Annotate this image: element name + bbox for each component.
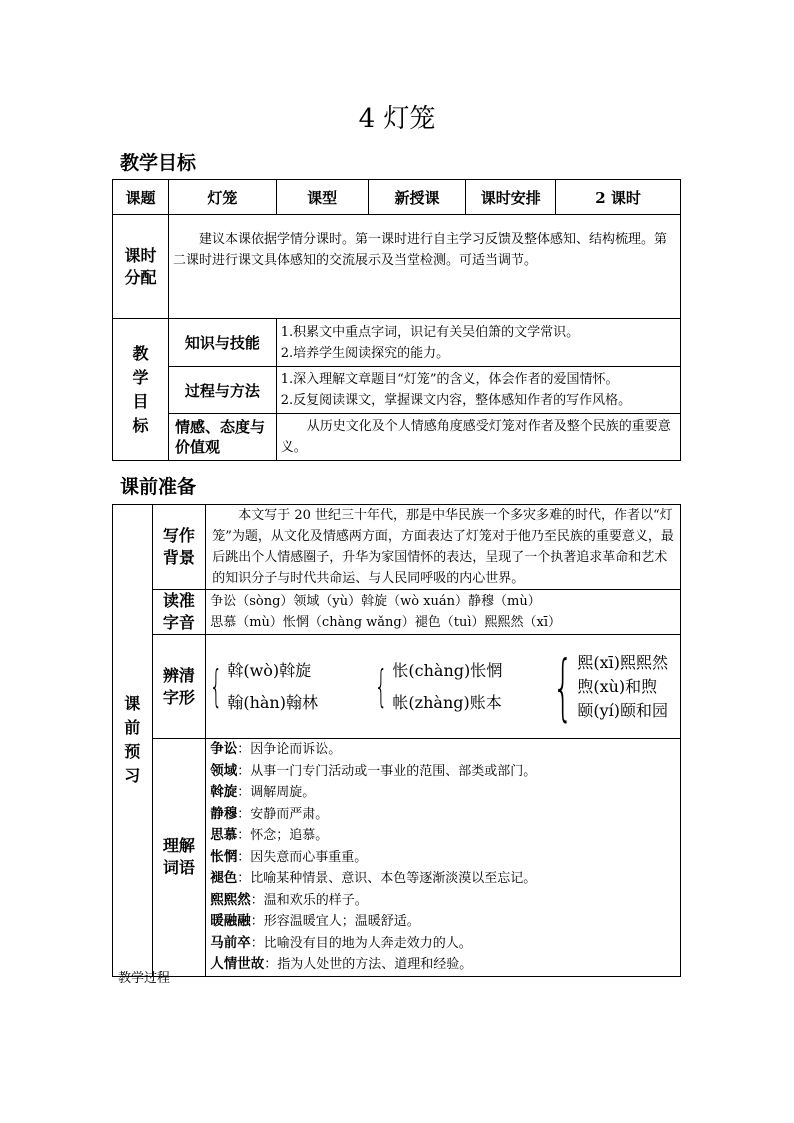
goal-label-knowledge: 知识与技能 xyxy=(168,319,276,367)
vocab-item: 领域：从事一门专门活动或一事业的范围、部类或部门。 xyxy=(210,762,537,779)
footer-teaching-process: 教学过程 xyxy=(118,971,171,986)
goals-label: 教学目标 xyxy=(132,343,149,435)
goal-label-emotion: 情感、态度与价值观 xyxy=(168,414,276,461)
vocab-item: 马前卒：比喻没有目的地为人奔走效力的人。 xyxy=(210,934,472,951)
vocab-item: 褪色：比喻某种情景、意识、本色等逐渐淡漠以至忘记。 xyxy=(210,870,537,886)
vocab-item: 怅惘：因失意而心事重重。 xyxy=(210,848,368,865)
vocab-item: 静穆：安静而严肃。 xyxy=(210,805,329,822)
preparation-table xyxy=(112,504,681,977)
vocab-item: 熙熙然：温和欢乐的样子。 xyxy=(210,891,368,908)
pronunciation-line-1: 争讼（sòng）领域（yù）斡旋（wò xuán）静穆（mù） xyxy=(210,594,541,609)
brace-icon: { xyxy=(209,660,223,712)
allocation-label: 课时分配 xyxy=(124,245,157,287)
topic-label: 课题 xyxy=(113,180,169,215)
preview-label: 课前预习 xyxy=(124,694,141,786)
brace-icon: { xyxy=(553,644,574,729)
schedule-label: 课时安排 xyxy=(466,180,556,215)
glyph-1-1: 斡(wò)斡旋 xyxy=(227,660,312,680)
glyph-1-2: 翰(hàn)翰林 xyxy=(227,692,318,712)
brace-icon: { xyxy=(375,660,388,712)
glyph-2-1: 怅(chàng)怅惘 xyxy=(392,660,503,680)
schedule-value: 2 课时 xyxy=(556,180,681,215)
vocab-item: 思慕：怀念；追慕。 xyxy=(210,827,329,843)
glyphs-label: 辨清字形 xyxy=(162,665,195,707)
glyph-3-2: 煦(xù)和煦 xyxy=(577,676,658,696)
glyph-2-2: 帐(zhàng)账本 xyxy=(392,692,502,712)
goal-emotion-text: 从历史文化及个人情感角度感受灯笼对作者及整个民族的重要意义。 xyxy=(280,419,671,455)
section-heading-preparation: 课前准备 xyxy=(120,476,197,498)
vocab-item: 争讼：因争论而诉讼。 xyxy=(210,741,342,757)
vocab-item: 人情世故：指为人处世的方法、道理和经验。 xyxy=(210,956,473,972)
glyph-3-3: 颐(yí)颐和园 xyxy=(577,700,668,720)
glyph-group-1 xyxy=(208,655,368,719)
vocab-list xyxy=(206,739,681,977)
vocab-item: 暖融融：形容温暖宜人；温暖舒适。 xyxy=(210,913,420,929)
glyph-3-1: 熙(xī)熙熙然 xyxy=(577,652,668,672)
page-title: 4 灯笼 xyxy=(358,104,436,134)
background-label: 写作背景 xyxy=(162,526,195,567)
goal-label-process: 过程与方法 xyxy=(168,367,276,414)
allocation-text: 建议本课依据学情分课时。第一课时进行自主学习反馈及整体感知、结构梳理。第二课时进行课文具体感知的交流展示及当堂检测。可适当调节。 xyxy=(172,232,667,268)
goal-process-line-2: 2.反复阅读课文，掌握课文内容，整体感知作者的写作风格。 xyxy=(280,393,632,408)
pronunciation-label: 读准字音 xyxy=(162,591,195,632)
objectives-table xyxy=(112,179,681,461)
goal-knowledge-line-2: 2.培养学生阅读探究的能力。 xyxy=(280,345,450,361)
vocab-label: 理解词语 xyxy=(162,836,195,878)
type-label: 课型 xyxy=(276,180,368,215)
section-heading-objectives: 教学目标 xyxy=(120,152,197,174)
goal-process-line-1: 1.深入理解文章题目“灯笼”的含义，体会作者的爱国情怀。 xyxy=(280,372,619,387)
type-value: 新授课 xyxy=(368,180,466,215)
goal-knowledge-line-1: 1.积累文中重点字词，识记有关吴伯箫的文学常识。 xyxy=(280,324,580,340)
vocab-item: 斡旋：调解周旋。 xyxy=(210,784,316,800)
topic-value: 灯笼 xyxy=(168,180,276,215)
pronunciation-line-2: 思慕（mù）怅惘（chàng wǎng）褪色（tuì）熙熙然（xī） xyxy=(210,615,561,630)
glyph-group-3 xyxy=(550,644,668,729)
glyph-group-2 xyxy=(373,655,545,719)
background-text: 本文写于 20 世纪三十年代，那是中华民族一个多灾多难的时代，作者以“灯笼”为题，从文化及情感两方面，方面表达了灯笼对于他乃至民族的重要意义，最后跳出个人情感圈子，升华为家国情怀的表达，呈现了一个执著追求革命和艺术的知识分子与时代共命运、与人民同呼吸的内心世界。 xyxy=(212,508,674,586)
